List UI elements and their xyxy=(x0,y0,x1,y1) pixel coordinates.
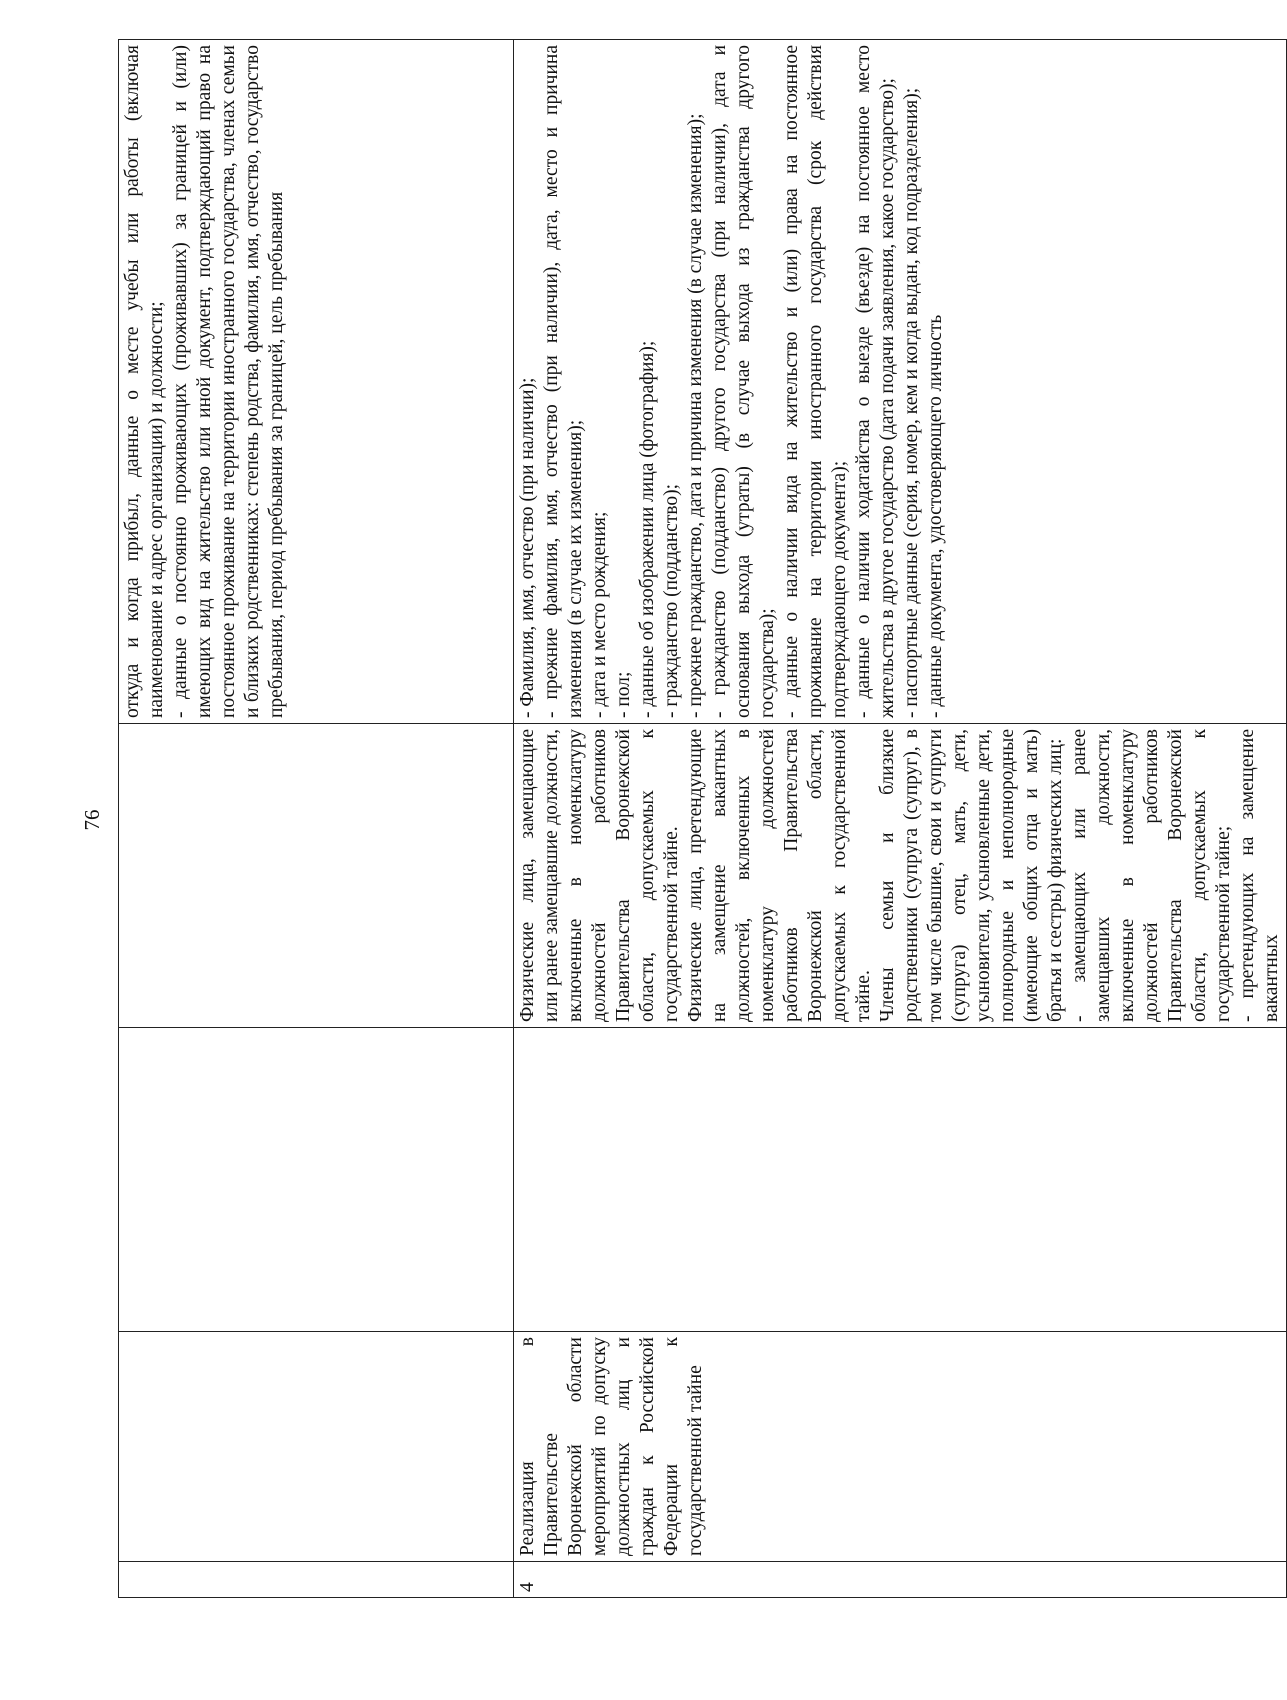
rotated-page-content xyxy=(118,40,1282,1598)
data-item: - данные о наличии ходатайства о выезде (въезде) на постоянное место жительства в другое государство (дата подачи заявления, какое государство); xyxy=(853,45,898,718)
page-number: 76 xyxy=(80,809,104,831)
subject-item: Члены семьи и близкие родственники (супруга (супруг), в том числе бывшие, свои и супруги (супруга) отец, мать, дети, усыновители, усыновленные дети, полнородные и неполнородные (имеющие общих отца и мать) братья и сестры) физических лиц: xyxy=(877,729,1066,1022)
processing-purpose: Реализация в Правительстве Воронежской области мероприятий по допуску должностных лиц и граждан к Российской Федерации к государственной тайне xyxy=(514,1332,1287,1562)
subject-item: - претендующих на замещение вакантных xyxy=(1237,729,1282,1022)
data-item: - прежние фамилия, имя, отчество (при наличии), дата, место и причина изменения (в случае их изменения); xyxy=(541,45,586,718)
cell-empty xyxy=(514,1028,1287,1332)
cell-data-continued xyxy=(119,40,514,724)
row-number: 4 xyxy=(514,1562,1287,1598)
cell-subjects-empty xyxy=(119,724,514,1028)
data-item: - данные о наличии вида на жительство и (или) права на постоянное проживание на территории иностранного государства (срок действия подтверждающего документа); xyxy=(781,45,850,718)
subject-item: Физические лица, претендующие на замещение вакантных должностей, включенных в номенклатуру должностей работников Правительства Воронежской области, допускаемых к государственной тайне. xyxy=(685,729,874,1022)
cell-empty xyxy=(119,1028,514,1332)
table-row-4 xyxy=(514,40,1287,1598)
data-item: - данные об изображении лица (фотография); xyxy=(637,340,658,718)
cell-number-empty xyxy=(119,1562,514,1598)
data-item: - данные документа, удостоверяющего личность xyxy=(925,314,946,718)
data-item: - паспортные данные (серия, номер, кем и когда выдан, код подразделения); xyxy=(901,87,922,718)
data-item: - пол; xyxy=(613,671,634,718)
data-items-cell xyxy=(514,40,1287,724)
data-item: - прежнее гражданство, дата и причина изменения (в случае изменения); xyxy=(685,113,706,718)
subjects-cell xyxy=(514,724,1287,1028)
data-item: - дата и место рождения; xyxy=(589,511,610,718)
table-row-continued xyxy=(119,40,514,1598)
data-table xyxy=(118,39,1287,1598)
data-item: - гражданство (подданство) другого государства (при наличии), дата и основания выхода (утраты) (в случае выхода из гражданства другого государства); xyxy=(709,45,778,718)
data-line: откуда и когда прибыл, данные о месте учебы или работы (включая наименование и адрес организации) и должности; xyxy=(122,45,167,718)
subject-item: - замещающих или ранее замещавших должности, включенные в номенклатуру должностей работников Правительства Воронежской области, допускаемых к государственной тайне; xyxy=(1069,729,1234,1022)
data-item: - Фамилия, имя, отчество (при наличии); xyxy=(517,377,538,718)
data-line: - данные о постоянно проживающих (проживавших) за границей и (или) имеющих вид на жительство или иной документ, подтверждающий право на постоянное проживание на территории иностранного государства, членах семьи и близких родственниках: степень родства, фамилия, имя, отчество, государство пребывания, период пребывания за границей, цель пребывания xyxy=(170,45,287,718)
subject-item: Физические лица, замещающие или ранее замещавшие должности, включенные в номенклатуру должностей работников Правительства Воронежской области, допускаемых к государственной тайне. xyxy=(517,729,682,1022)
data-item: - гражданство (подданство); xyxy=(661,483,682,718)
cell-purpose-empty xyxy=(119,1332,514,1562)
